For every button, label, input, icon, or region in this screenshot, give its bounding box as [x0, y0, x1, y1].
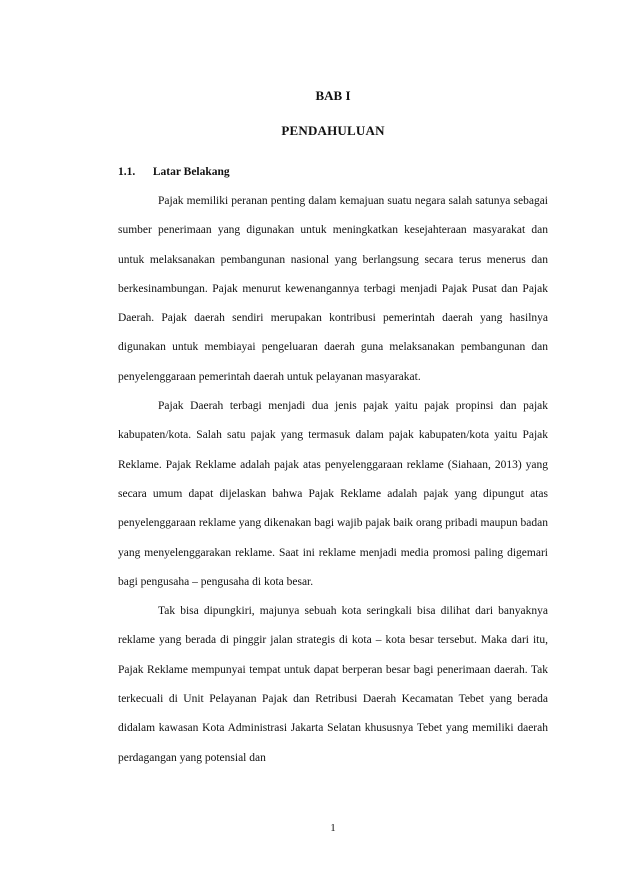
chapter-number: BAB I	[315, 88, 351, 103]
page-number: 1	[330, 822, 336, 834]
paragraph: Pajak Daerah terbagi menjadi dua jenis pajak yaitu pajak propinsi dan pajak kabupaten/kota. Salah satu pajak yang termasuk dalam pajak kabupaten/kota yaitu Pajak Reklame. Pajak Reklame adalah pajak atas penyelenggaraan reklame (Siahaan, 2013) yang secara umum dapat dijelaskan bahwa Pajak Reklame adalah pajak yang dipungut atas penyelenggaraan reklame yang dikenakan bagi wajib pajak baik orang pribadi maupun badan yang menyelenggarakan reklame. Saat ini reklame menjadi media promosi paling digemari bagi pengusaha – pengusaha di kota besar.	[118, 400, 548, 588]
chapter-title: PENDAHULUAN	[281, 123, 385, 138]
section-heading	[118, 166, 548, 178]
paragraph: Tak bisa dipungkiri, majunya sebuah kota seringkali bisa dilihat dari banyaknya reklame yang berada di pinggir jalan strategis di kota – kota besar tersebut. Maka dari itu, Pajak Reklame mempunyai tempat untuk dapat berperan besar bagi penerimaan daerah. Tak terkecuali di Unit Pelayanan Pajak dan Retribusi Daerah Kecamatan Tebet yang berada didalam kawasan Kota Administrasi Jakarta Selatan khususnya Tebet yang memiliki daerah perdagangan yang potensial dan	[118, 605, 548, 764]
section-title: Latar Belakang	[152, 166, 230, 178]
paragraph: Pajak memiliki peranan penting dalam kemajuan suatu negara salah satunya sebagai sumber penerimaan yang digunakan untuk meningkatkan kesejahteraan masyarakat dan untuk melaksanakan pembangunan nasional yang berlangsung secara terus menerus dan berkesinambungan. Pajak menurut kewenangannya terbagi menjadi Pajak Pusat dan Pajak Daerah. Pajak daerah sendiri merupakan kontribusi pemerintah daerah yang hasilnya digunakan untuk membiayai pengeluaran daerah guna melaksanakan pembangunan dan penyelenggaraan pemerintah daerah untuk pelayanan masyarakat.	[118, 195, 548, 383]
body-text	[118, 187, 548, 773]
section-number: 1.1.	[118, 166, 136, 178]
